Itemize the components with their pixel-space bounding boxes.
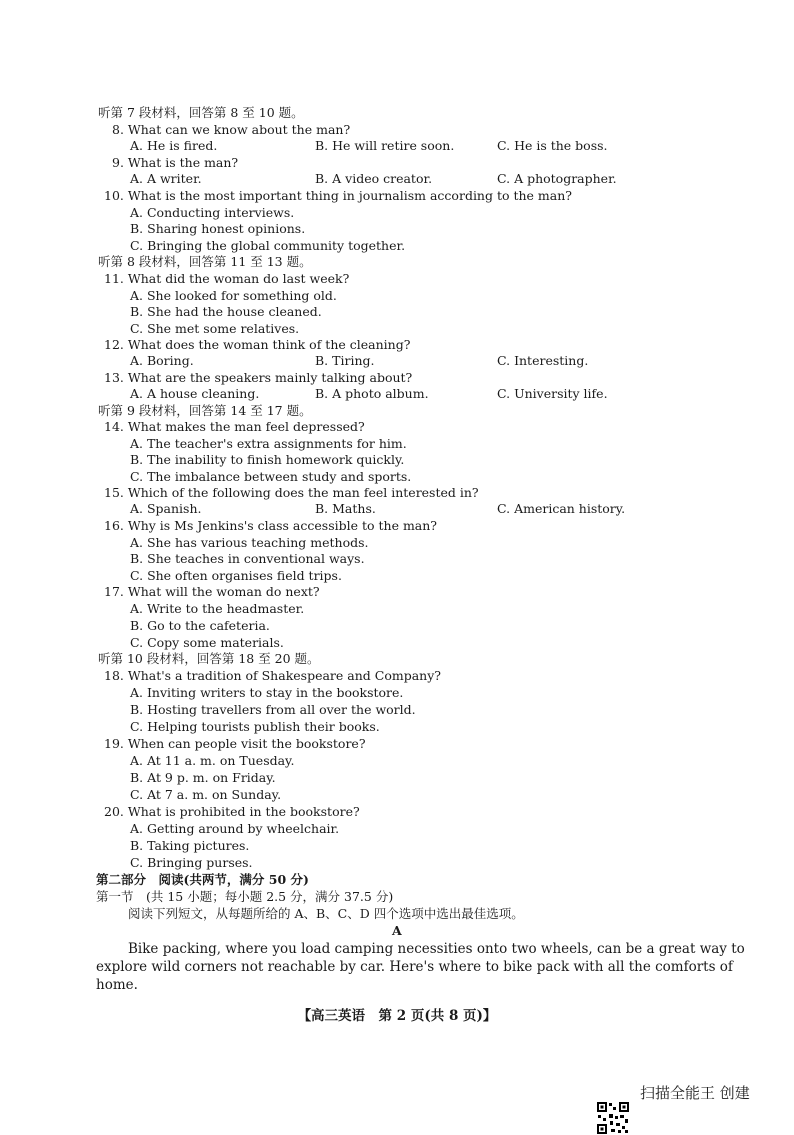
line: C. Interesting.	[497, 353, 589, 368]
line: B. Sharing honest opinions.	[130, 221, 306, 236]
line: 10. What is the most important thing in journalism according to the man?	[104, 188, 572, 203]
line: 18. What's a tradition of Shakespeare and Company?	[104, 668, 441, 683]
line: C. Bringing the global community together.	[130, 238, 406, 253]
line: C. She often organises field trips.	[130, 568, 342, 583]
line: 16. Why is Ms Jenkins's class accessible to the man?	[104, 518, 438, 533]
passage-label: A	[392, 923, 402, 938]
passage-line: home.	[96, 977, 138, 993]
line: B. Taking pictures.	[130, 838, 250, 853]
line: C. American history.	[497, 501, 626, 516]
line: B. At 9 p. m. on Friday.	[130, 770, 276, 785]
line: 11. What did the woman do last week?	[104, 271, 350, 286]
line: B. The inability to finish homework quickly.	[130, 452, 405, 467]
line: 听第 7 段材料，回答第 8 至 10 题。	[98, 105, 304, 120]
line: C. University life.	[497, 386, 608, 401]
line: B. A video creator.	[315, 171, 433, 186]
line: A. Conducting interviews.	[130, 205, 295, 220]
line: C. She met some relatives.	[130, 321, 300, 336]
line: 20. What is prohibited in the bookstore?	[104, 804, 360, 819]
line: C. Bringing purses.	[130, 855, 253, 870]
instructions: 阅读下列短文，从每题所给的 A、B、C、D 四个选项中选出最佳选项。	[128, 906, 524, 921]
line: 15. Which of the following does the man feel interested in?	[104, 485, 479, 500]
passage-line: explore wild corners not reachable by car. Here's where to bike pack with all the comforts of	[96, 959, 733, 975]
line: A. Getting around by wheelchair.	[130, 821, 340, 836]
line: A. A writer.	[130, 171, 202, 186]
line: A. Spanish.	[130, 501, 202, 516]
line: B. He will retire soon.	[315, 138, 455, 153]
line: B. Tiring.	[315, 353, 375, 368]
line: C. The imbalance between study and sports.	[130, 469, 412, 484]
line: C. Copy some materials.	[130, 635, 284, 650]
page-footer: 【高三英语 第 2 页(共 8 页)】	[297, 1008, 497, 1024]
line: 听第 9 段材料，回答第 14 至 17 题。	[98, 403, 312, 418]
line: 17. What will the woman do next?	[104, 584, 320, 599]
line: C. Helping tourists publish their books.	[130, 719, 380, 734]
line: B. A photo album.	[315, 386, 429, 401]
qr-code-icon	[596, 1101, 630, 1135]
passage-line: Bike packing, where you load camping necessities onto two wheels, can be a great way to	[128, 941, 745, 957]
line: C. He is the boss.	[497, 138, 608, 153]
scanner-watermark: 扫描全能王 创建	[640, 1084, 750, 1102]
line: 听第 10 段材料，回答第 18 至 20 题。	[98, 651, 320, 666]
line: A. She looked for something old.	[130, 288, 337, 303]
line: A. At 11 a. m. on Tuesday.	[130, 753, 295, 768]
line: B. Hosting travellers from all over the world.	[130, 702, 416, 717]
line: 8. What can we know about the man?	[112, 122, 351, 137]
line: A. Boring.	[130, 353, 194, 368]
line: A. He is fired.	[130, 138, 218, 153]
line: 听第 8 段材料，回答第 11 至 13 题。	[98, 254, 312, 269]
line: A. Inviting writers to stay in the bookstore.	[130, 685, 404, 700]
section-heading: 第二部分 阅读(共两节，满分 50 分)	[96, 872, 309, 887]
line: A. A house cleaning.	[130, 386, 260, 401]
line: A. Write to the headmaster.	[130, 601, 305, 616]
line: 12. What does the woman think of the cleaning?	[104, 337, 411, 352]
line: 9. What is the man?	[112, 155, 239, 170]
line: 14. What makes the man feel depressed?	[104, 419, 365, 434]
line: B. Go to the cafeteria.	[130, 618, 270, 633]
subsection-heading: 第一节 (共 15 小题；每小题 2.5 分，满分 37.5 分)	[96, 889, 394, 904]
line: 13. What are the speakers mainly talking about?	[104, 370, 413, 385]
line: B. Maths.	[315, 501, 376, 516]
line: A. The teacher's extra assignments for him.	[130, 436, 407, 451]
line: 19. When can people visit the bookstore?	[104, 736, 366, 751]
line: A. She has various teaching methods.	[130, 535, 369, 550]
line: B. She teaches in conventional ways.	[130, 551, 365, 566]
line: B. She had the house cleaned.	[130, 304, 322, 319]
line: C. At 7 a. m. on Sunday.	[130, 787, 282, 802]
line: C. A photographer.	[497, 171, 617, 186]
